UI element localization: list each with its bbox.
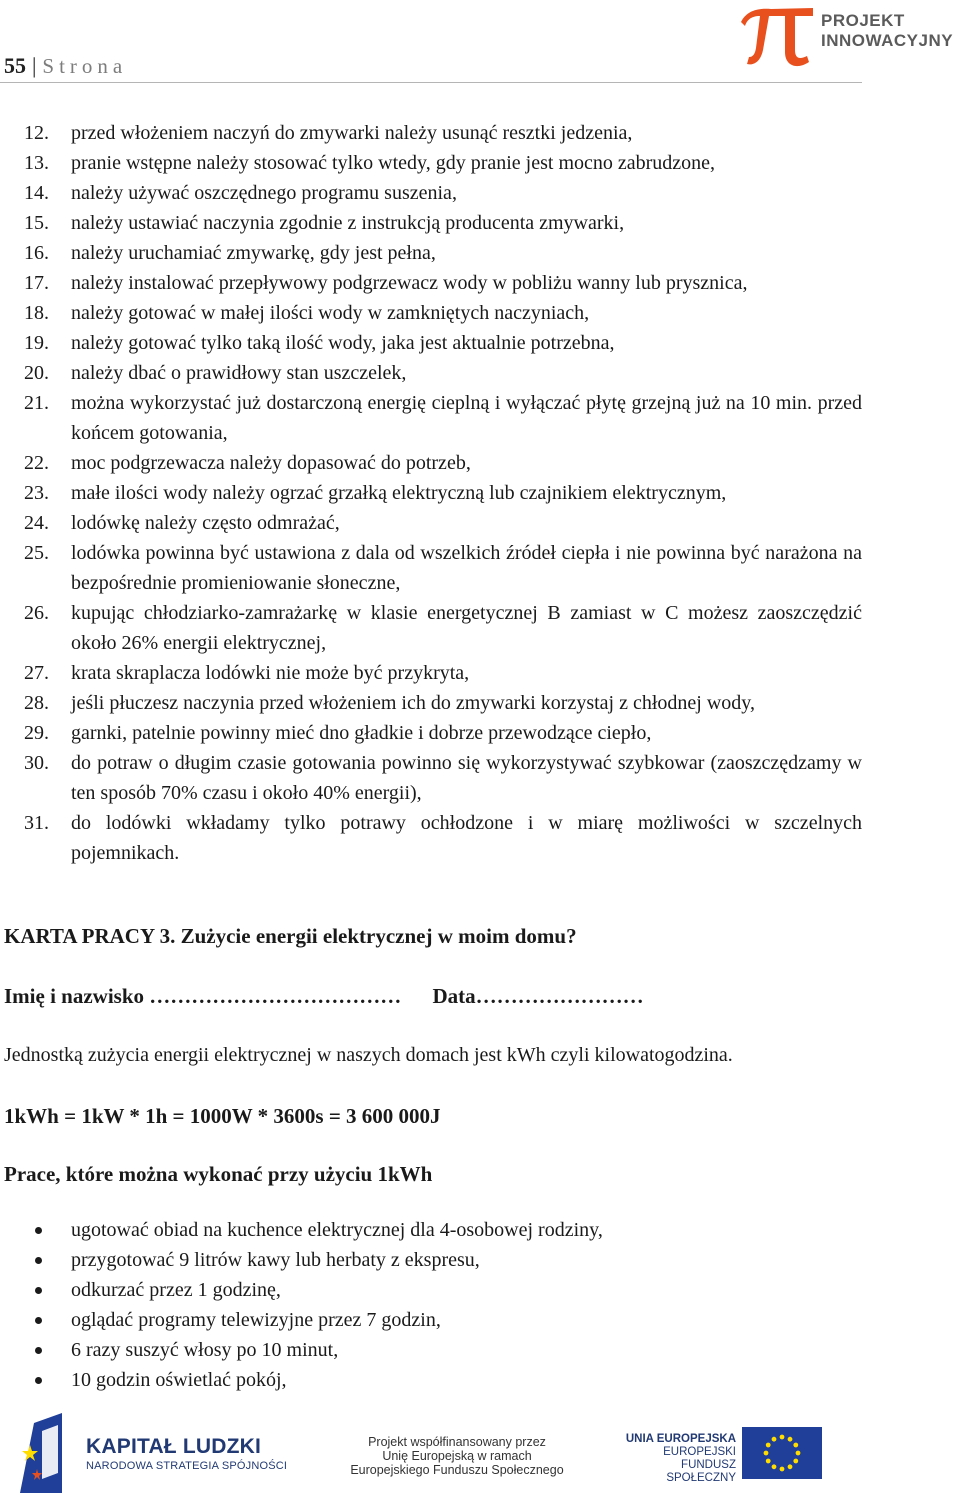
energy-tips-list (0, 118, 862, 868)
kapital-ludzki-logo-icon (12, 1413, 72, 1493)
kapital-ludzki-title: KAPITAŁ LUDZKI (86, 1435, 262, 1458)
list-item-text: małe ilości wody należy ogrzać grzałką elektryczną lub czajnikiem elektrycznym, (71, 482, 727, 504)
page-number-label (4, 53, 127, 79)
list-item (0, 718, 862, 748)
list-item-number: 29. (24, 722, 49, 744)
list-item-number: 24. (24, 512, 49, 534)
kwh-formula: 1kWh = 1kW * 1h = 1000W * 3600s = 3 600 000J (4, 1104, 441, 1128)
list-item-text: należy uruchamiać zmywarkę, gdy jest pełna, (71, 242, 436, 264)
list-item-number: 19. (24, 332, 49, 354)
bullet-item (0, 1245, 860, 1275)
page-header (0, 0, 960, 86)
name-field-label: Imię i nazwisko ……………………………… (4, 984, 407, 1008)
list-item (0, 448, 862, 478)
list-item-text: jeśli płuczesz naczynia przed włożeniem ich do zmywarki korzystaj z chłodnej wody, (71, 692, 756, 714)
list-item (0, 808, 862, 868)
list-item (0, 358, 862, 388)
kapital-ludzki-text (86, 1435, 287, 1472)
kwh-work-list (0, 1215, 860, 1395)
list-item-text: należy gotować w małej ilości wody w zamkniętych naczyniach, (71, 302, 590, 324)
list-item-text: należy używać oszczędnego programu suszenia, (71, 182, 457, 204)
cofinancing-line-3: Europejskiego Funduszu Społecznego (350, 1463, 564, 1477)
list-item (0, 118, 862, 148)
eu-fund-line-1: UNIA EUROPEJSKA (625, 1433, 736, 1445)
list-item-number: 16. (24, 242, 49, 264)
projekt-innowacyjny-pi-icon (737, 2, 817, 68)
bullet-icon (35, 1347, 42, 1354)
list-item-number: 14. (24, 182, 49, 204)
bullet-text: 6 razy suszyć włosy po 10 minut, (71, 1339, 339, 1361)
list-item-text: lodówka powinna być ustawiona z dala od wszelkich źródeł ciepła i nie powinna być narażona na bezpośrednie promieniowanie słoneczne, (71, 542, 862, 594)
list-item (0, 268, 862, 298)
list-item-text: lodówkę należy często odmrażać, (71, 512, 340, 534)
list-item-number: 18. (24, 302, 49, 324)
list-item (0, 388, 862, 448)
list-item-text: kupując chłodziarko-zamrażarkę w klasie energetycznej B zamiast w C możesz zaoszczędzić około 26% energii elektrycznej, (71, 602, 862, 654)
cofinancing-line-2: Unię Europejską w ramach (382, 1449, 532, 1463)
list-item-number: 12. (24, 122, 49, 144)
list-item (0, 598, 862, 658)
list-item-text: do potraw o długim czasie gotowania powinno się wykorzystywać szybkowar (zaoszczędzamy w ten sposób 70% czasu i około 40% energii), (71, 752, 862, 804)
list-item-text: pranie wstępne należy stosować tylko wtedy, gdy pranie jest mocno zabrudzone, (71, 152, 716, 174)
list-item-text: należy ustawiać naczynia zgodnie z instrukcją producenta zmywarki, (71, 212, 625, 234)
list-item (0, 148, 862, 178)
kapital-ludzki-subtitle: NARODOWA STRATEGIA SPÓJNOŚCI (86, 1460, 288, 1472)
bullet-text: przygotować 9 litrów kawy lub herbaty z ekspresu, (71, 1249, 480, 1271)
work-list-title: Prace, które można wykonać przy użyciu 1kWh (4, 1162, 433, 1186)
list-item-text: należy instalować przepływowy podgrzewacz wody w pobliżu wanny lub prysznica, (71, 272, 748, 294)
list-item-number: 27. (24, 662, 49, 684)
bullet-icon (35, 1257, 42, 1264)
header-rule (0, 82, 862, 83)
bullet-item (0, 1275, 860, 1305)
list-item-number: 31. (24, 812, 49, 834)
page-word: Strona (42, 54, 128, 78)
bullet-text: ugotować obiad na kuchence elektrycznej dla 4-osobowej rodziny, (71, 1219, 603, 1241)
eu-fund-line-2: EUROPEJSKI (663, 1446, 736, 1458)
bullet-item (0, 1335, 860, 1365)
logo-line-2: INNOWACYJNY (821, 31, 954, 50)
page-footer (0, 1405, 960, 1499)
list-item (0, 748, 862, 808)
list-item (0, 538, 862, 598)
list-item-number: 28. (24, 692, 49, 714)
list-item (0, 508, 862, 538)
bullet-text: odkurzać przez 1 godzinę, (71, 1279, 281, 1301)
list-item-text: przed włożeniem naczyń do zmywarki należy usunąć resztki jedzenia, (71, 122, 633, 144)
list-item-text: do lodówki wkładamy tylko potrawy ochłodzone i w miarę możliwości w szczelnych pojemnikach. (71, 812, 862, 864)
list-item-number: 30. (24, 752, 49, 774)
page-number: 55 (4, 53, 26, 78)
bullet-text: oglądać programy telewizyjne przez 7 godzin, (71, 1309, 441, 1331)
list-item-number: 20. (24, 362, 49, 384)
list-item-number: 26. (24, 602, 49, 624)
list-item (0, 658, 862, 688)
list-item-text: krata skraplacza lodówki nie może być przykryta, (71, 662, 470, 684)
list-item-text: garnki, patelnie powinny mieć dno gładkie i dobrze przewodzące ciepło, (71, 722, 652, 744)
bullet-item (0, 1215, 860, 1245)
list-item (0, 328, 862, 358)
bullet-icon (35, 1227, 42, 1234)
list-item (0, 298, 862, 328)
list-item (0, 178, 862, 208)
eu-fund-line-3: FUNDUSZ SPOŁECZNY (666, 1459, 736, 1484)
bullet-icon (35, 1317, 42, 1324)
logo-line-1: PROJEKT (821, 11, 905, 30)
list-item-text: moc podgrzewacza należy dopasować do potrzeb, (71, 452, 471, 474)
list-item-number: 22. (24, 452, 49, 474)
date-field-label: Data…………………… (432, 984, 644, 1008)
list-item-number: 21. (24, 392, 49, 414)
list-item-text: można wykorzystać już dostarczoną energię cieplną i wyłączać płytę grzejną już na 10 min. przed końcem gotowania, (71, 392, 862, 444)
list-item-text: należy dbać o prawidłowy stan uszczelek, (71, 362, 407, 384)
list-item (0, 238, 862, 268)
list-item-number: 17. (24, 272, 49, 294)
cofinancing-note (346, 1435, 568, 1477)
bullet-item (0, 1305, 860, 1335)
list-item (0, 478, 862, 508)
projekt-innowacyjny-logo (821, 11, 953, 51)
bullet-text: 10 godzin oświetlać pokój, (71, 1369, 287, 1391)
bullet-icon (35, 1287, 42, 1294)
bullet-item (0, 1365, 860, 1395)
list-item-number: 23. (24, 482, 49, 504)
list-item-number: 15. (24, 212, 49, 234)
list-item (0, 208, 862, 238)
page-number-separator: | (32, 53, 37, 78)
intro-paragraph: Jednostką zużycia energii elektrycznej w naszych domach jest kWh czyli kilowatogodzina. (4, 1044, 733, 1066)
list-item-number: 25. (24, 542, 49, 564)
worksheet-title: KARTA PRACY 3. Zużycie energii elektrycznej w moim domu? (4, 924, 577, 948)
list-item (0, 688, 862, 718)
list-item-text: należy gotować tylko taką ilość wody, jaka jest aktualnie potrzebna, (71, 332, 615, 354)
eu-fund-label (620, 1433, 736, 1485)
cofinancing-line-1: Projekt współfinansowany przez (368, 1435, 546, 1449)
eu-flag-icon (742, 1427, 822, 1479)
name-date-line (4, 984, 644, 1009)
list-item-number: 13. (24, 152, 49, 174)
bullet-icon (35, 1377, 42, 1384)
